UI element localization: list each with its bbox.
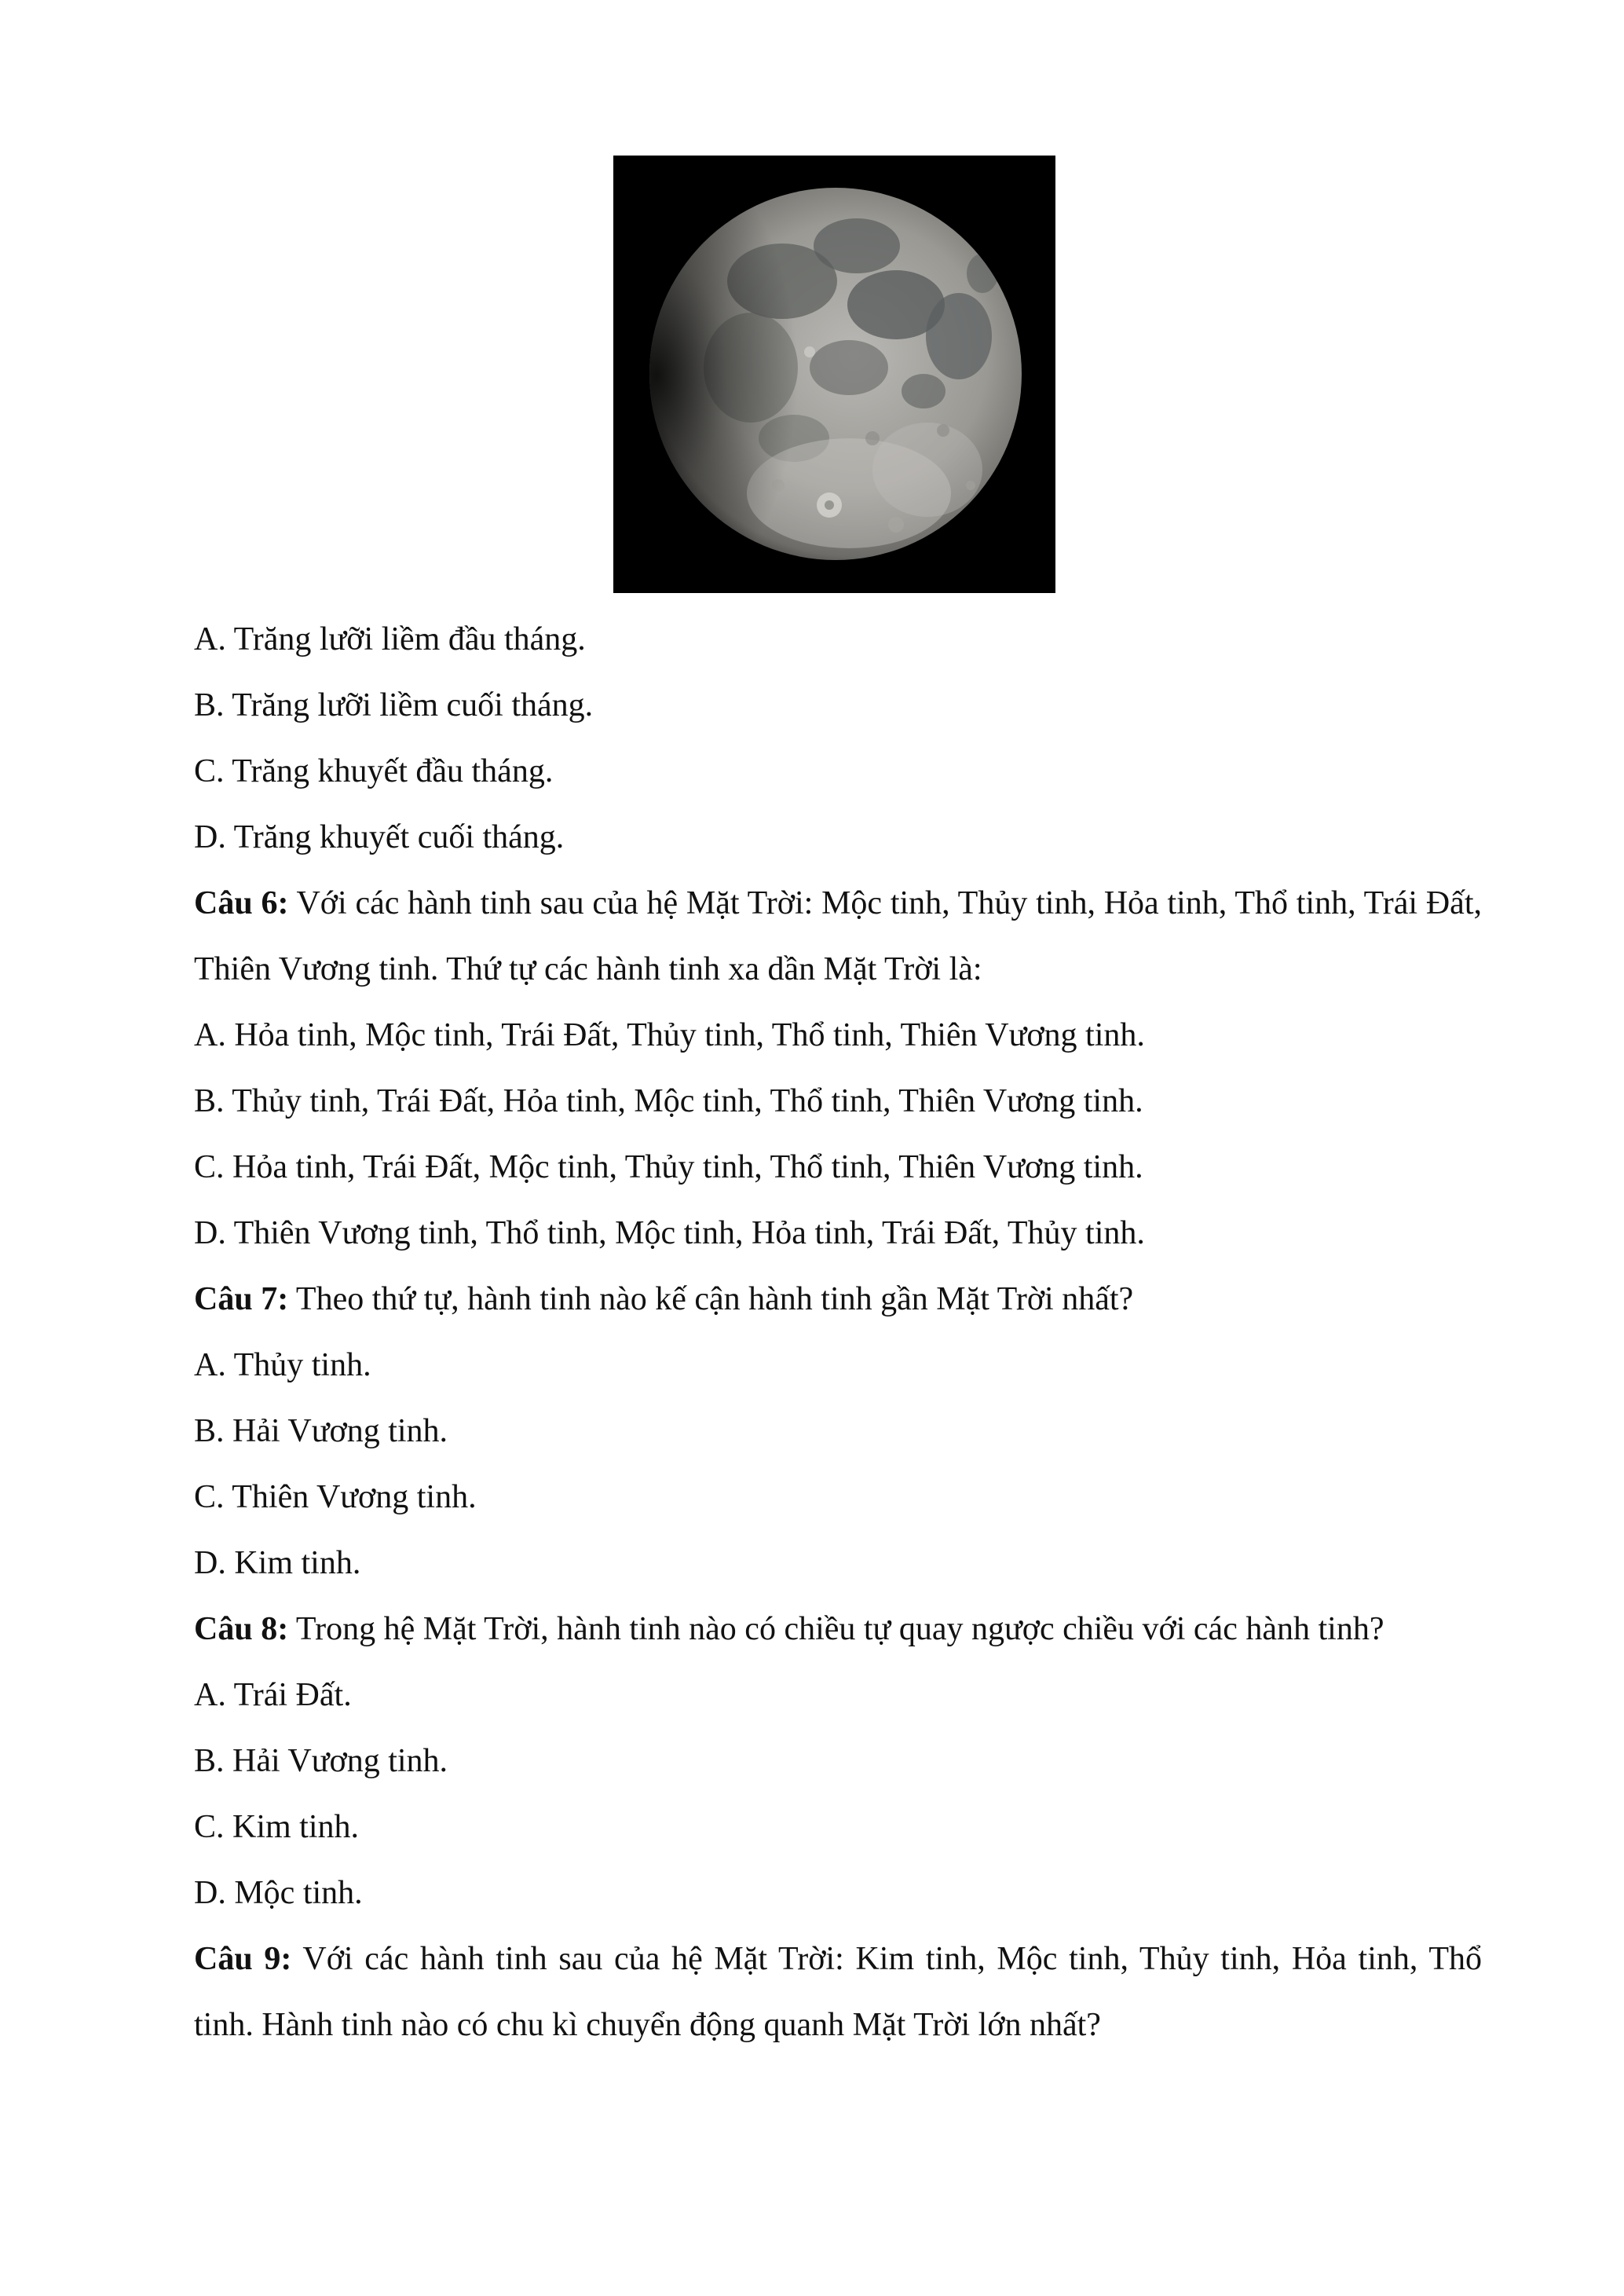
question-9-label: Câu 9: (194, 1941, 292, 1977)
question-9-text: Với các hành tinh sau của hệ Mặt Trời: Kim tinh, Mộc tinh, Thủy tinh, Hỏa tinh, Thổ tinh. Hành tinh nào có chu kì chuyển động quanh Mặt Trời lớn nhất? (194, 1941, 1482, 2043)
question-8-label: Câu 8: (194, 1611, 289, 1647)
question-9 (194, 1926, 1482, 2058)
question-7 (194, 1266, 1482, 1332)
q8-option-b: B. Hải Vương tinh. (194, 1743, 448, 1779)
q5-option-c: C. Trăng khuyết đầu tháng. (194, 753, 554, 789)
question-7-text: Theo thứ tự, hành tinh nào kế cận hành tinh gần Mặt Trời nhất? (288, 1281, 1134, 1317)
document-body (194, 606, 1482, 2058)
q7-option-a: A. Thủy tinh. (194, 1347, 371, 1383)
q7-option-c: C. Thiên Vương tinh. (194, 1479, 477, 1515)
q6-option-c: C. Hỏa tinh, Trái Đất, Mộc tinh, Thủy tinh, Thổ tinh, Thiên Vương tinh. (194, 1149, 1143, 1185)
question-6 (194, 870, 1482, 1002)
q8-option-d: D. Mộc tinh. (194, 1875, 363, 1911)
q6-option-b: B. Thủy tinh, Trái Đất, Hỏa tinh, Mộc tinh, Thổ tinh, Thiên Vương tinh. (194, 1083, 1143, 1119)
q6-option-d: D. Thiên Vương tinh, Thổ tinh, Mộc tinh, Hỏa tinh, Trái Đất, Thủy tinh. (194, 1215, 1145, 1251)
question-8 (194, 1596, 1482, 1662)
q5-option-a: A. Trăng lưỡi liềm đầu tháng. (194, 621, 586, 657)
moon-image (613, 156, 1055, 593)
q6-option-a: A. Hỏa tinh, Mộc tinh, Trái Đất, Thủy tinh, Thổ tinh, Thiên Vương tinh. (194, 1017, 1145, 1053)
question-6-text: Với các hành tinh sau của hệ Mặt Trời: Mộc tinh, Thủy tinh, Hỏa tinh, Thổ tinh, Trái Đất, Thiên Vương tinh. Thứ tự các hành tinh xa dần Mặt Trời là: (194, 885, 1482, 987)
q7-option-d: D. Kim tinh. (194, 1545, 361, 1581)
question-7-label: Câu 7: (194, 1281, 289, 1317)
q7-option-b: B. Hải Vương tinh. (194, 1413, 448, 1449)
q8-option-a: A. Trái Đất. (194, 1677, 352, 1713)
q5-option-d: D. Trăng khuyết cuối tháng. (194, 819, 565, 855)
question-8-text: Trong hệ Mặt Trời, hành tinh nào có chiều tự quay ngược chiều với các hành tinh? (288, 1611, 1384, 1647)
q5-option-b: B. Trăng lưỡi liềm cuối tháng. (194, 687, 594, 723)
q8-option-c: C. Kim tinh. (194, 1809, 360, 1845)
question-6-label: Câu 6: (194, 885, 289, 921)
